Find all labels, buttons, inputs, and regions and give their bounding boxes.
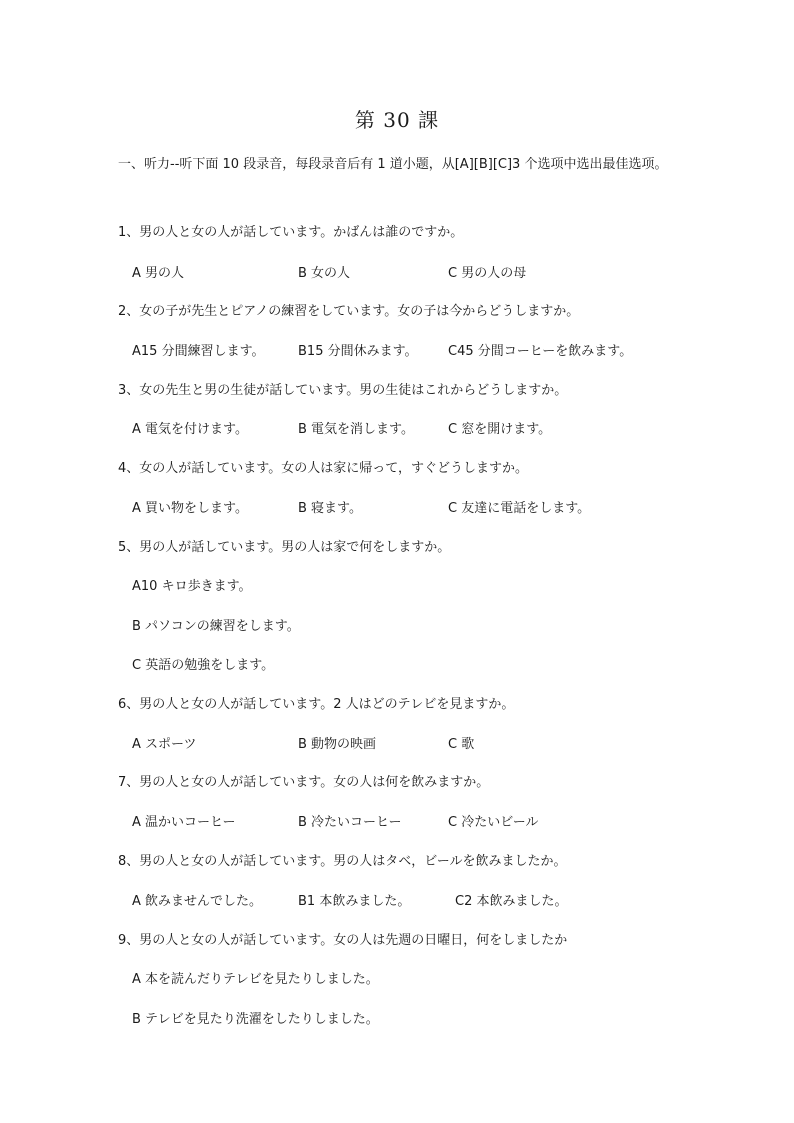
option-8c: C2 本飲みました。 — [455, 894, 568, 909]
question-2: 2、女の子が先生とピアノの練習をしています。女の子は今からどうしますか。 — [118, 304, 580, 319]
option-6b: B 動物の映画 — [298, 737, 377, 752]
option-6a: A スポーツ — [132, 737, 197, 752]
option-5b: B パソコンの練習をします。 — [132, 619, 300, 634]
option-1a: A 男の人 — [132, 266, 185, 281]
question-1: 1、男の人と女の人が話しています。かばんは誰のですか。 — [118, 225, 464, 240]
option-9b: B テレビを見たり洗濯をしたりしました。 — [132, 1012, 379, 1027]
question-9: 9、男の人と女の人が話しています。女の人は先週の日曜日，何をしましたか — [118, 933, 568, 948]
question-5: 5、男の人が話しています。男の人は家で何をしますか。 — [118, 540, 451, 555]
option-1b: B 女の人 — [298, 266, 351, 281]
option-9a: A 本を読んだりテレビを見たりしました。 — [132, 972, 379, 987]
option-2a: A15 分間練習します。 — [132, 344, 265, 359]
question-6: 6、男の人と女の人が話しています。2 人はどのテレビを見ますか。 — [118, 697, 515, 712]
option-3b: B 電気を消します。 — [298, 422, 415, 437]
option-8b: B1 本飲みました。 — [298, 894, 411, 909]
question-3: 3、女の先生と男の生徒が話しています。男の生徒はこれからどうしますか。 — [118, 383, 568, 398]
question-7: 7、男の人と女の人が話しています。女の人は何を飲みますか。 — [118, 775, 490, 790]
option-3c: C 窓を開けます。 — [448, 422, 552, 437]
option-5a: A10 キロ歩きます。 — [132, 579, 252, 594]
option-8a: A 飲みませんでした。 — [132, 894, 263, 909]
question-4: 4、女の人が話しています。女の人は家に帰って，すぐどうしますか。 — [118, 461, 528, 476]
option-7a: A 温かいコーヒー — [132, 815, 236, 830]
question-8: 8、男の人と女の人が話しています。男の人はタベ，ビールを飲みましたか。 — [118, 854, 567, 869]
option-2b: B15 分間休みます。 — [298, 344, 418, 359]
option-6c: C 歌 — [448, 737, 475, 752]
option-3a: A 電気を付けます。 — [132, 422, 248, 437]
section-instructions: 一、听力--听下面 10 段录音，每段录音后有 1 道小题，从[A][B][C]3 个选项中选出最佳选项。 — [118, 157, 668, 172]
option-1c: C 男の人の母 — [448, 266, 527, 281]
option-7c: C 冷たいビール — [448, 815, 539, 830]
option-7b: B 冷たいコーヒー — [298, 815, 402, 830]
option-2c: C45 分間コーヒーを飲みます。 — [448, 344, 633, 359]
page-title: 第 30 課 — [354, 108, 440, 132]
option-4a: A 買い物をします。 — [132, 501, 248, 516]
option-4b: B 寝ます。 — [298, 501, 363, 516]
option-5c: C 英語の勉強をします。 — [132, 658, 275, 673]
option-4c: C 友達に電話をします。 — [448, 501, 591, 516]
